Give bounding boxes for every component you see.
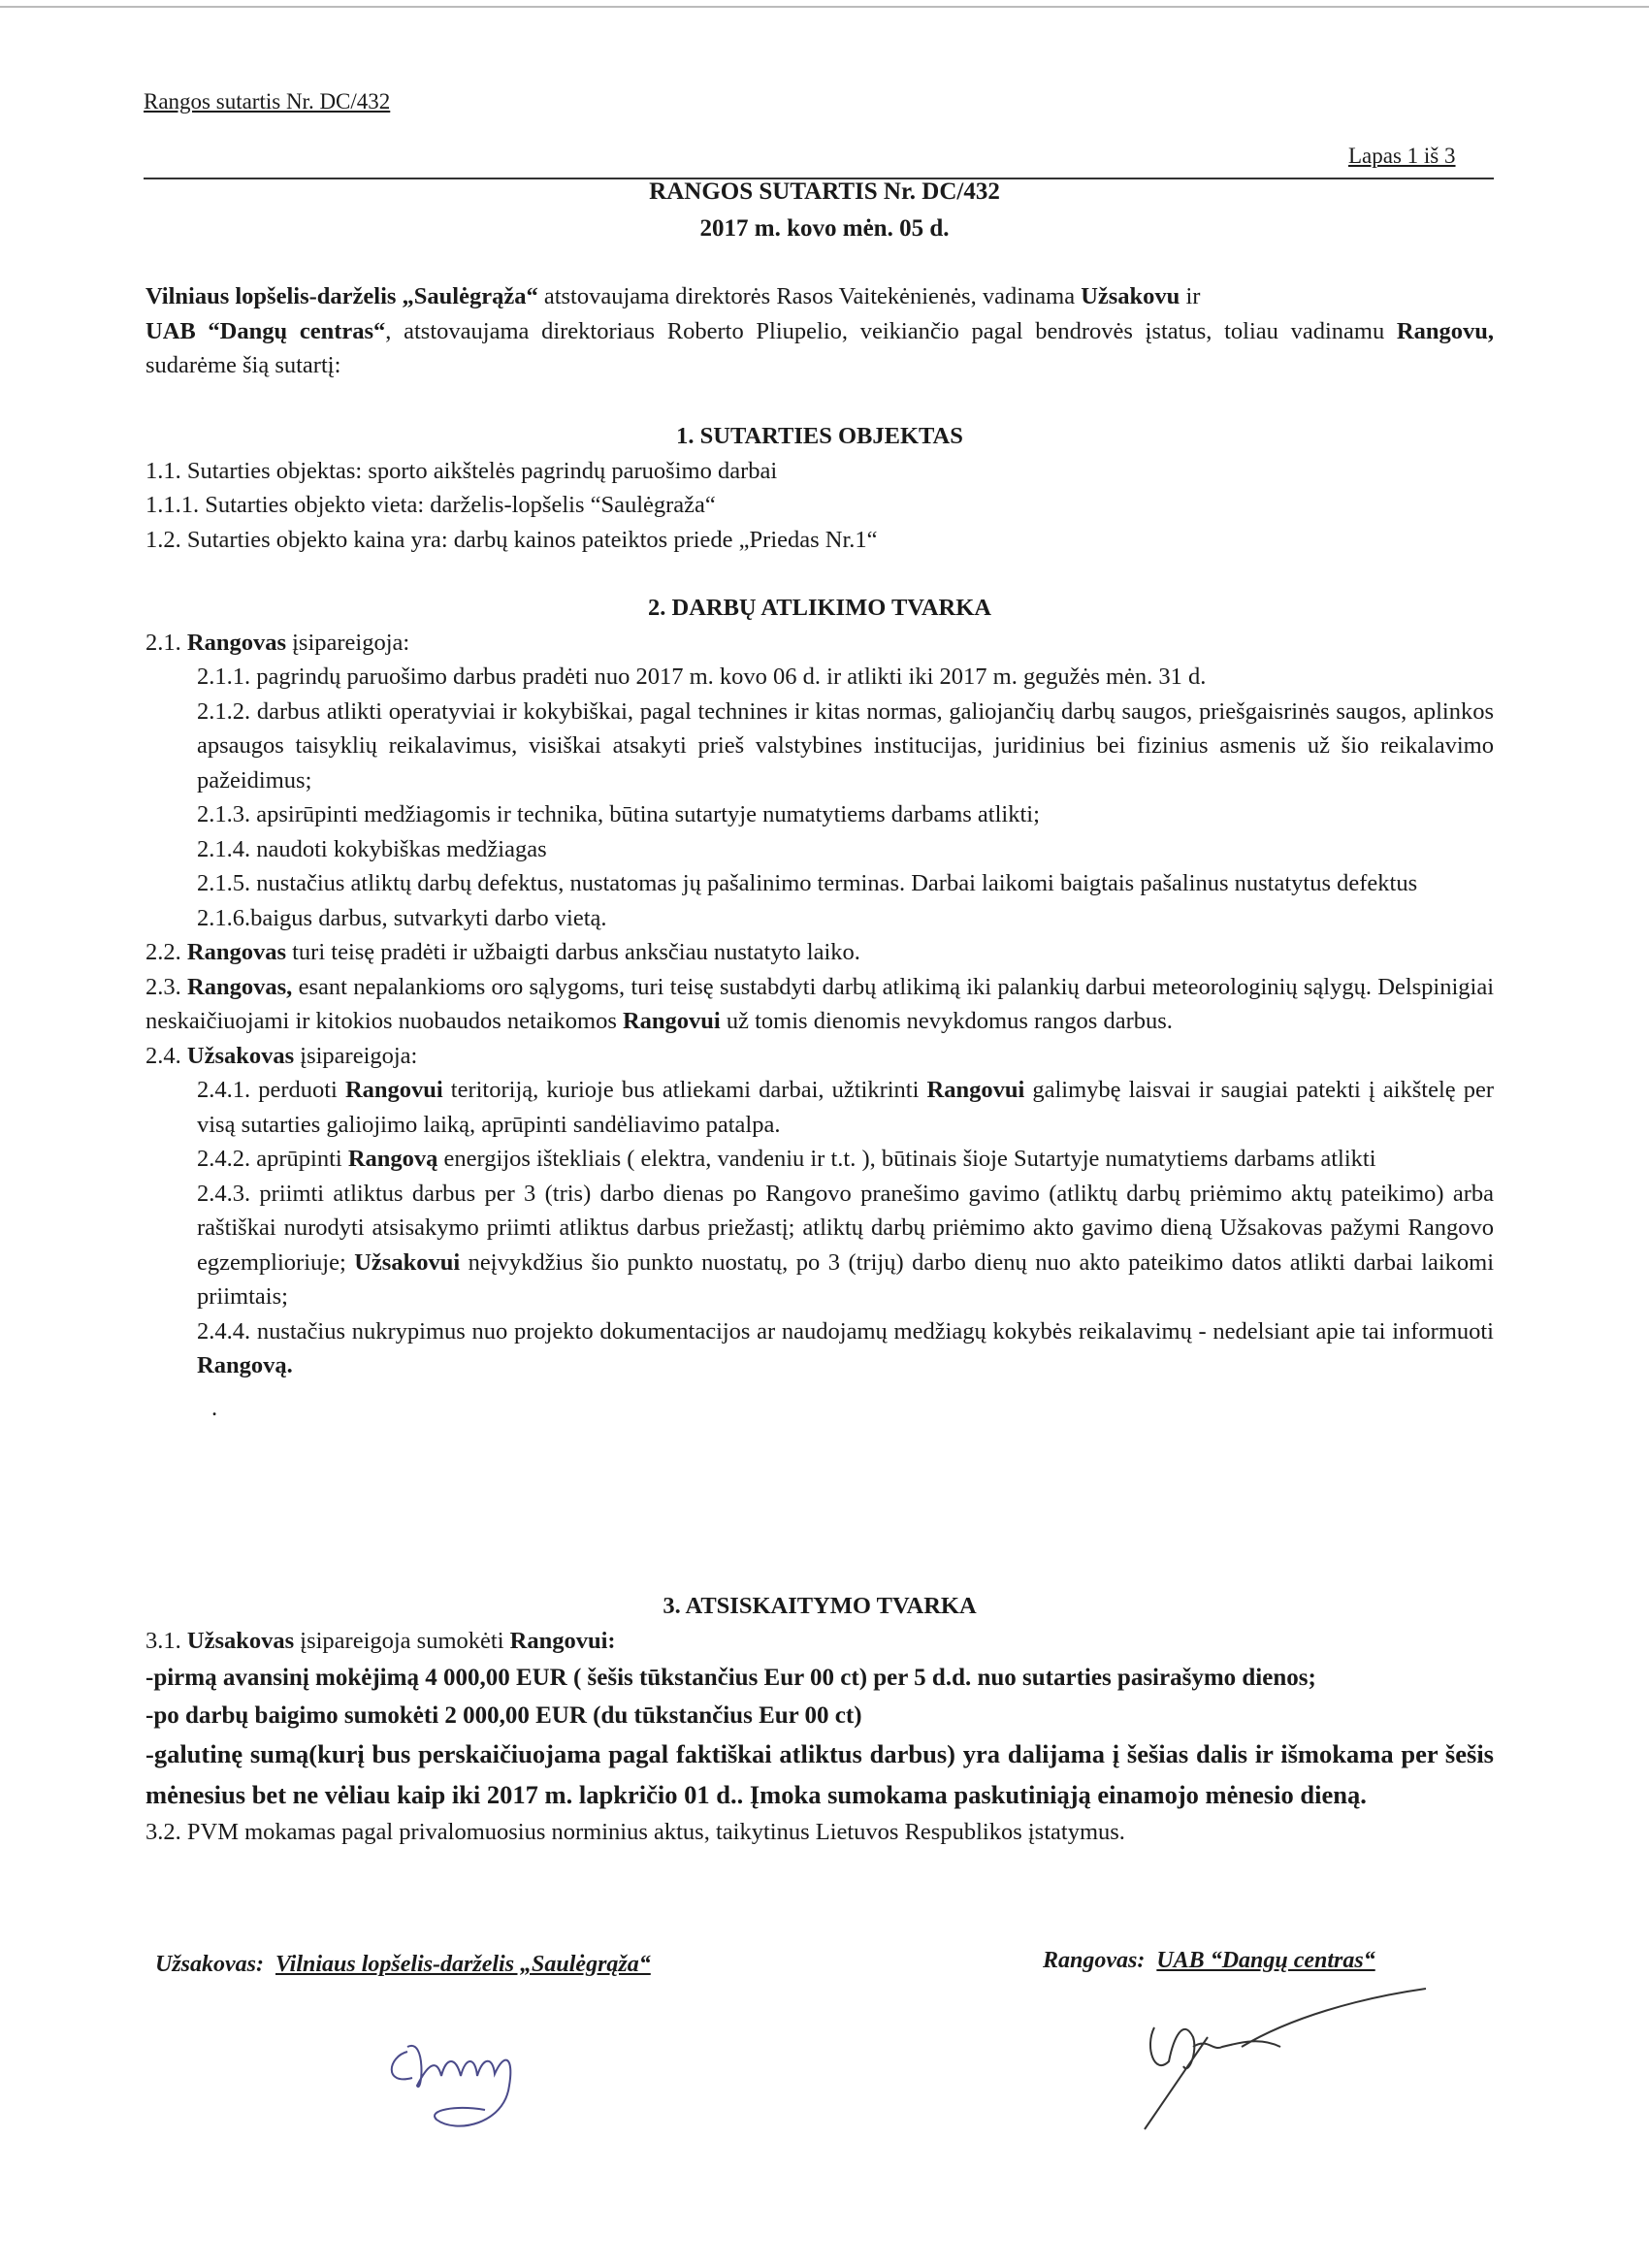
term-contractor: Rangovu,: [1396, 317, 1494, 344]
clause: 2.1.1. pagrindų paruošimo darbus pradėti nuo 2017 m. kovo 06 d. ir atlikti iki 2017 m. gegužės mėn. 31 d.: [197, 664, 1207, 690]
clause: [146, 1624, 1494, 1659]
label: Rangovas:: [1043, 1948, 1146, 1973]
term: Rangovas: [186, 939, 286, 965]
page-number: Lapas 1 iš 3: [1348, 144, 1456, 168]
num: 2.3.: [146, 973, 188, 1000]
clause: [146, 1314, 1494, 1383]
contractor-signature-label: [1043, 1948, 1375, 1974]
scan-edge-line: [0, 6, 1649, 8]
text: neįvykdžius šio punkto nuostatų, po 3 (trijų) darbo dienų nuo akto pateikimo datos atlikti darbai laikomi priimtais;: [197, 1248, 1494, 1310]
party-contractor: UAB “Dangų centras“: [146, 317, 386, 344]
payment-after-completion: -po darbų baigimo sumokėti 2 000,00 EUR (du tūkstančius Eur 00 ct): [146, 1702, 862, 1729]
label: Užsakovas:: [155, 1952, 264, 1977]
term: Rangovą: [347, 1146, 438, 1172]
text: , atstovaujama direktoriaus Roberto Pliupelio, veikiančio pagal bendrovės įstatus, toliau vadinamu: [385, 317, 1397, 344]
text: 2.4.4. nustačius nukrypimus nuo projekto dokumentacijos ar naudojamų medžiagų kokybės reikalavimų - nedelsiant apie tai informuoti: [197, 1317, 1494, 1345]
num: 3.1.: [146, 1627, 187, 1654]
clause: [146, 1142, 1494, 1177]
clause: 1.1. Sutarties objektas: sporto aikštelės pagrindų paruošimo darbai: [146, 457, 778, 484]
text: įsipareigoja sumokėti: [294, 1627, 510, 1654]
text: už tomis dienomis nevykdomus rangos darbus.: [720, 1008, 1173, 1034]
contractor-signature: [1116, 1979, 1436, 2144]
document-title: RANGOS SUTARTIS Nr. DC/432: [649, 178, 1000, 205]
text: teritoriją, kurioje bus atliekami darbai, užtikrinti: [442, 1077, 927, 1103]
clause: [146, 970, 1494, 1039]
text: sudarėme šią sutartį:: [146, 352, 341, 378]
section-heading: 1. SUTARTIES OBJEKTAS: [676, 423, 963, 449]
term: Rangovas,: [187, 973, 293, 1000]
section-heading: 2. DARBŲ ATLIKIMO TVARKA: [648, 595, 991, 621]
party-customer: Vilniaus lopšelis-darželis „Saulėgrąža“: [146, 283, 538, 309]
clause: [146, 935, 1494, 970]
section-1: [146, 419, 1494, 557]
clause: 2.1.2. darbus atlikti operatyviai ir kokybiškai, pagal technines ir kitas normas, galiojančių darbų saugos, priešgaisrinės saugos, aplinkos apsaugos taisyklių reikalavimus, visiškai atsakyti prieš valstybines institucijas, juridinius bei fizinius asmenis už šio reikalavimo pažeidimus;: [197, 697, 1494, 794]
clause: 2.1.6.baigus darbus, sutvarkyti darbo vietą.: [197, 904, 607, 931]
term: Rangovui:: [509, 1627, 616, 1654]
text: įsipareigoja:: [285, 629, 410, 656]
text: turi teisę pradėti ir užbaigti darbus anksčiau nustatyto laiko.: [285, 939, 860, 965]
term: Rangovui: [926, 1077, 1025, 1103]
text: galimybę laisvai ir saugiai patekti į aikštelę per visą sutarties galiojimo laiką, aprūpinti sandėliavimo patalpa.: [197, 1077, 1494, 1138]
term: Užsakovui: [354, 1248, 461, 1276]
text: 2.4.1. perduoti: [197, 1077, 345, 1103]
document-date: 2017 m. kovo mėn. 05 d.: [699, 215, 950, 242]
intro-paragraph: [146, 279, 1494, 383]
clause: 1.2. Sutarties objekto kaina yra: darbų kainos pateiktos priede „Priedas Nr.1“: [146, 526, 878, 553]
term: Užsakovas: [186, 1627, 295, 1654]
text: atstovaujama direktorės Rasos Vaitekėnienės, vadinama: [537, 283, 1082, 309]
stray-dot: .: [211, 1394, 218, 1421]
clause: 2.1.4. naudoti kokybiškas medžiagas: [197, 835, 547, 862]
num: 2.2.: [146, 939, 187, 965]
running-header: Rangos sutartis Nr. DC/432: [144, 89, 391, 113]
clause: 1.1.1. Sutarties objekto vieta: darželis-lopšelis “Saulėgraža“: [146, 492, 716, 518]
section-3: [146, 1589, 1494, 1850]
customer-name: Vilniaus lopšelis-darželis „Saulėgrąža“: [275, 1952, 651, 1977]
text: įsipareigoja:: [294, 1042, 418, 1069]
text: energijos ištekliais ( elektra, vandeniu ir t.t. ), būtinais šioje Sutartyje numatytiems darbams atlikti: [437, 1146, 1376, 1172]
clause: [146, 1073, 1494, 1142]
clause: 2.1.3. apsirūpinti medžiagomis ir technika, būtina sutartyje numatytiems darbams atlikti;: [197, 801, 1040, 827]
section-2: [146, 591, 1494, 1425]
customer-signature-label: [155, 1952, 651, 1978]
section-heading: 3. ATSISKAITYMO TVARKA: [663, 1593, 977, 1619]
term: Užsakovas: [186, 1042, 295, 1069]
clause: 3.2. PVM mokamas pagal privalomuosius norminius aktus, taikytinus Lietuvos Respublikos įstatymus.: [146, 1819, 1125, 1845]
term-customer: Užsakovu: [1081, 283, 1180, 309]
text: 2.4.3. priimti atliktus darbus per 3 (tris) darbo dienas po Rangovo pranešimo gavimo (atliktų darbų priėmimo aktų pateikimo) arba raštiškai nurodyti atsisakymo priimti atliktus darbus priežastį; atliktų darbų priėmimo akto gavimo dieną Užsakovas pažymi Rangovo egzemplioriuje;: [197, 1180, 1494, 1276]
text: esant nepalankioms oro sąlygoms, turi teisę sustabdyti darbų atlikimą iki palankių darbui meteorologinių sąlygų. Delspinigiai neskaičiuojami ir kitokios nuobaudos netaikomos: [146, 973, 1495, 1034]
num: 2.1.: [146, 629, 187, 656]
term: Rangovui: [344, 1077, 443, 1103]
clause: 2.1.5. nustačius atliktų darbų defektus, nustatomas jų pašalinimo terminas. Darbai laikomi baigtais pašalinus nustatytus defektus: [197, 870, 1418, 896]
term: Rangovą.: [197, 1352, 293, 1378]
text: ir: [1180, 283, 1201, 309]
clause: [146, 1177, 1494, 1314]
num: 2.4.: [146, 1042, 187, 1069]
clause: [146, 626, 1494, 661]
contractor-name: UAB “Dangų centras“: [1156, 1948, 1375, 1973]
customer-signature: [369, 2018, 563, 2144]
term: Rangovas: [186, 629, 286, 656]
text: 2.4.2. aprūpinti: [197, 1146, 348, 1172]
payment-final: -galutinę sumą(kurį bus perskaičiuojama pagal faktiškai atliktus darbus) yra dalijama į šešias dalis ir išmokama per šešis mėnesius bet ne vėliau kaip iki 2017 m. lapkričio 01 d.. Įmoka sumokama paskutiniąją einamojo mėnesio dieną.: [146, 1739, 1494, 1809]
payment-advance: -pirmą avansinį mokėjimą 4 000,00 EUR ( šešis tūkstančius Eur 00 ct) per 5 d.d. nuo sutarties pasirašymo dienos;: [146, 1665, 1316, 1691]
term: Rangovui: [622, 1008, 721, 1034]
clause: [146, 1039, 1494, 1074]
